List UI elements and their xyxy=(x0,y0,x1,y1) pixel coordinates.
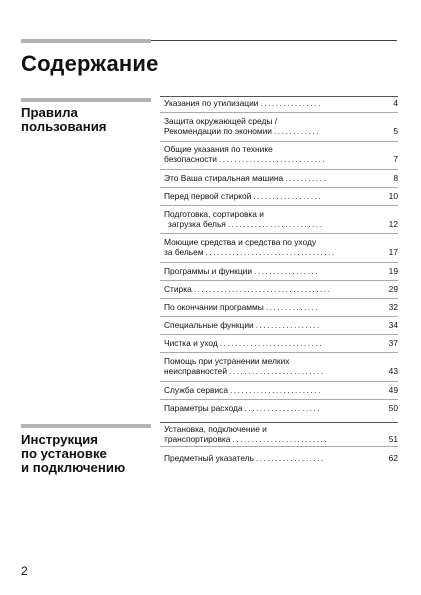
toc-entry-text: Рекомендации по экономии xyxy=(164,126,272,136)
page-number: 2 xyxy=(21,564,28,578)
toc-entry[interactable] xyxy=(164,284,398,294)
section-heading-line: пользования xyxy=(21,119,107,134)
toc-divider xyxy=(160,422,398,423)
toc-page-number: 37 xyxy=(388,338,398,348)
toc-entry-text: Предметный указатель xyxy=(164,453,254,463)
toc-divider xyxy=(160,169,398,170)
toc-leader: ......................... xyxy=(232,434,329,444)
toc-leader: .................... xyxy=(244,403,322,413)
toc-divider xyxy=(160,262,398,263)
toc-page-number: 5 xyxy=(393,126,398,136)
toc-entry[interactable] xyxy=(164,237,398,257)
toc-leader: ............ xyxy=(273,126,320,136)
toc-divider xyxy=(160,96,398,97)
toc-entry-text: Моющие средства и средства по уходу xyxy=(164,237,317,247)
toc-page-number: 7 xyxy=(393,154,398,164)
toc-divider xyxy=(160,112,398,113)
toc-entry-text: безопасности xyxy=(164,154,217,164)
toc-entry[interactable] xyxy=(164,424,398,444)
toc-page-number: 12 xyxy=(388,219,398,229)
toc-divider xyxy=(160,399,398,400)
toc-leader: ................. xyxy=(254,266,320,276)
section-rule-installation xyxy=(21,424,151,428)
toc-leader: ........................... xyxy=(219,338,324,348)
title-rule-accent xyxy=(21,39,151,43)
toc-entry[interactable] xyxy=(164,116,398,136)
toc-page-number: 29 xyxy=(388,284,398,294)
section-heading-installation xyxy=(21,433,125,475)
toc-page-number: 19 xyxy=(388,266,398,276)
section-heading-line: и подключению xyxy=(21,460,126,475)
toc-divider xyxy=(160,298,398,299)
toc-page-number: 17 xyxy=(388,247,398,257)
section-heading-line: Правила xyxy=(21,105,78,120)
toc-leader: ............................ xyxy=(218,154,327,164)
toc-entry[interactable] xyxy=(164,144,398,164)
toc-page-number: 62 xyxy=(388,453,398,463)
toc-divider xyxy=(160,316,398,317)
toc-divider xyxy=(160,352,398,353)
toc-page-number: 32 xyxy=(388,302,398,312)
toc-leader: .................. xyxy=(253,191,323,201)
toc-page-number: 10 xyxy=(388,191,398,201)
toc-entry[interactable] xyxy=(164,453,398,463)
toc-entry-text: Это Ваша стиральная машина xyxy=(164,173,284,183)
toc-leader: ......................... xyxy=(229,366,325,376)
toc-entry-text: за бельем xyxy=(164,247,204,257)
toc-leader: .................................... xyxy=(193,284,332,294)
toc-entry-text: Чистка и уход xyxy=(164,338,218,348)
section-rule-usage xyxy=(21,98,151,102)
toc-leader: ......................... xyxy=(227,219,324,229)
toc-divider xyxy=(160,381,398,382)
toc-entry-text: Установка, подключение и xyxy=(164,424,267,434)
toc-divider xyxy=(160,187,398,188)
toc-entry[interactable] xyxy=(164,338,398,348)
section-heading-usage xyxy=(21,106,107,134)
section-heading-line: Инструкция xyxy=(21,432,98,447)
toc-divider xyxy=(160,233,398,234)
toc-page-number: 51 xyxy=(388,434,398,444)
title-rule xyxy=(151,40,397,41)
toc-page-number: 50 xyxy=(388,403,398,413)
toc-entry-text: неисправностей xyxy=(164,366,227,376)
toc-divider xyxy=(160,280,398,281)
toc-page-number: 8 xyxy=(393,173,398,183)
toc-entry-text: Подготовка, сортировка и xyxy=(164,209,264,219)
toc-leader: .............. xyxy=(265,302,320,312)
toc-entry[interactable] xyxy=(164,302,398,312)
toc-entry-text: Параметры расхода xyxy=(164,403,243,413)
toc-divider xyxy=(160,334,398,335)
toc-entry[interactable] xyxy=(164,385,398,395)
toc-entry-text: Защита окружающей среды / xyxy=(164,116,278,126)
toc-leader: ........................ xyxy=(229,385,322,395)
toc-leader: ................ xyxy=(260,98,322,108)
toc-entry-text: По окончании программы xyxy=(164,302,264,312)
section-heading-line: по установке xyxy=(21,446,107,461)
toc-entry-text: Служба сервиса xyxy=(164,385,228,395)
toc-divider xyxy=(160,205,398,206)
toc-entry-text: Специальные функции xyxy=(164,320,254,330)
toc-entry-text: Указания по утилизации xyxy=(164,98,259,108)
toc-entry-text: Помощь при устранении мелких xyxy=(164,356,290,366)
toc-entry[interactable] xyxy=(164,320,398,330)
toc-entry-text: Программы и функции xyxy=(164,266,252,276)
toc-divider xyxy=(160,141,398,142)
toc-page-number: 34 xyxy=(388,320,398,330)
toc-entry-text: Перед первой стиркой xyxy=(164,191,252,201)
toc-entry[interactable] xyxy=(164,173,398,183)
toc-leader: .................................. xyxy=(205,247,336,257)
toc-leader: ................. xyxy=(255,320,321,330)
toc-entry[interactable] xyxy=(164,356,398,376)
toc-entry[interactable] xyxy=(164,266,398,276)
toc-page-number: 49 xyxy=(388,385,398,395)
toc-page-number: 43 xyxy=(388,366,398,376)
toc-entry[interactable] xyxy=(164,98,398,108)
toc-entry-text: Стирка xyxy=(164,284,192,294)
toc-entry-text: Общие указания по технике xyxy=(164,144,273,154)
toc-entry-text: транспортировка xyxy=(164,434,231,444)
toc-divider xyxy=(160,446,398,447)
toc-entry-text: загрузка белья xyxy=(168,219,226,229)
toc-entry[interactable] xyxy=(164,403,398,413)
toc-leader: ........... xyxy=(285,173,328,183)
toc-leader: .................. xyxy=(255,453,325,463)
page-title: Содержание xyxy=(21,51,159,76)
toc-page-number: 4 xyxy=(393,98,398,108)
toc-entry[interactable] xyxy=(164,209,398,229)
toc-entry[interactable] xyxy=(164,191,398,201)
